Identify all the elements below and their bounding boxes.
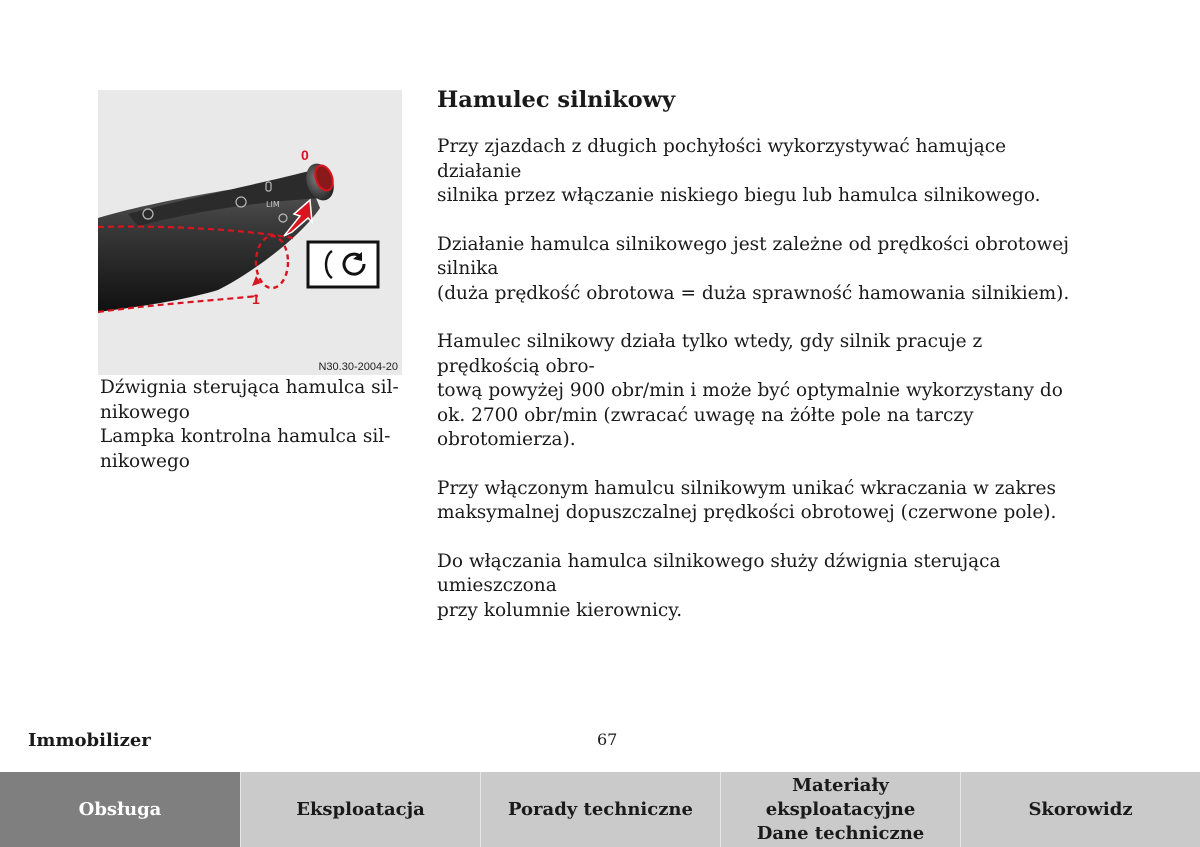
text-line: Przy włączonym hamulcu silnikowym unikać wkraczania w zakres xyxy=(437,477,1056,499)
text-line: (duża prędkość obrotowa = duża sprawność hamowania silnikiem). xyxy=(437,282,1070,304)
bottom-nav xyxy=(0,772,1200,847)
nav-tab-eksploatacja[interactable] xyxy=(240,772,480,847)
nav-tab-label: Eksploatacja xyxy=(296,798,425,820)
nav-tab-label: Porady techniczne xyxy=(508,798,693,820)
paragraph xyxy=(437,330,1077,453)
text-line: przy kolumnie kierownicy. xyxy=(437,599,683,621)
nav-tab-label: Obsługa xyxy=(78,798,162,820)
nav-tab-obsluga[interactable] xyxy=(0,772,240,847)
nav-tab-skorowidz[interactable] xyxy=(960,772,1200,847)
text-line: Do włączania hamulca silnikowego służy dźwignia sterująca umieszczona xyxy=(437,550,1001,596)
nav-tab-materialy-dane[interactable] xyxy=(720,772,960,847)
engine-brake-indicator-icon xyxy=(308,242,378,287)
nav-tab-label: Materiały eksploatacyjne xyxy=(765,774,916,820)
text-line: maksymalnej dopuszczalnej prędkości obrotowej (czerwone pole). xyxy=(437,502,1057,523)
paragraph xyxy=(437,550,1077,624)
nav-tab-label: Skorowidz xyxy=(1028,798,1133,820)
engine-brake-figure xyxy=(98,90,402,375)
paragraph xyxy=(437,233,1077,307)
caption-line: Dźwignia sterująca hamulca sil- xyxy=(100,377,399,398)
svg-text:LIM: LIM xyxy=(266,200,280,209)
lever-illustration xyxy=(98,90,402,375)
caption-line: nikowego xyxy=(100,401,190,423)
page-title: Hamulec silnikowy xyxy=(437,87,676,113)
paragraph xyxy=(437,135,1077,209)
figure-caption xyxy=(100,376,400,474)
nav-tab-porady-techniczne[interactable] xyxy=(480,772,720,847)
label-0: 0 xyxy=(301,147,309,163)
text-line: Przy zjazdach z długich pochyłości wykorzystywać hamujące działanie xyxy=(437,136,1007,182)
text-line: ok. 2700 obr/min (zwracać uwagę na żółte pole na tarczy obrotomierza). xyxy=(437,404,974,450)
caption-line: nikowego xyxy=(100,450,190,472)
text-line: tową powyżej 900 obr/min i może być optymalnie wykorzystany do xyxy=(437,380,1063,401)
caption-line: Lampka kontrolna hamulca sil- xyxy=(100,426,391,447)
paragraph xyxy=(437,477,1077,526)
main-content xyxy=(437,87,1077,647)
text-line: Hamulec silnikowy działa tylko wtedy, gdy silnik pracuje z prędkością obro- xyxy=(437,331,983,377)
text-line: Działanie hamulca silnikowego jest zależne od prędkości obrotowej silnika xyxy=(437,233,1069,279)
figure-code: N30.30-2004-20 xyxy=(318,361,398,373)
page-number: 67 xyxy=(597,730,618,749)
nav-tab-label: Dane techniczne xyxy=(756,822,925,844)
section-label: Immobilizer xyxy=(28,730,151,751)
text-line: silnika przez włączanie niskiego biegu lub hamulca silnikowego. xyxy=(437,185,1041,206)
label-1: 1 xyxy=(252,291,260,307)
